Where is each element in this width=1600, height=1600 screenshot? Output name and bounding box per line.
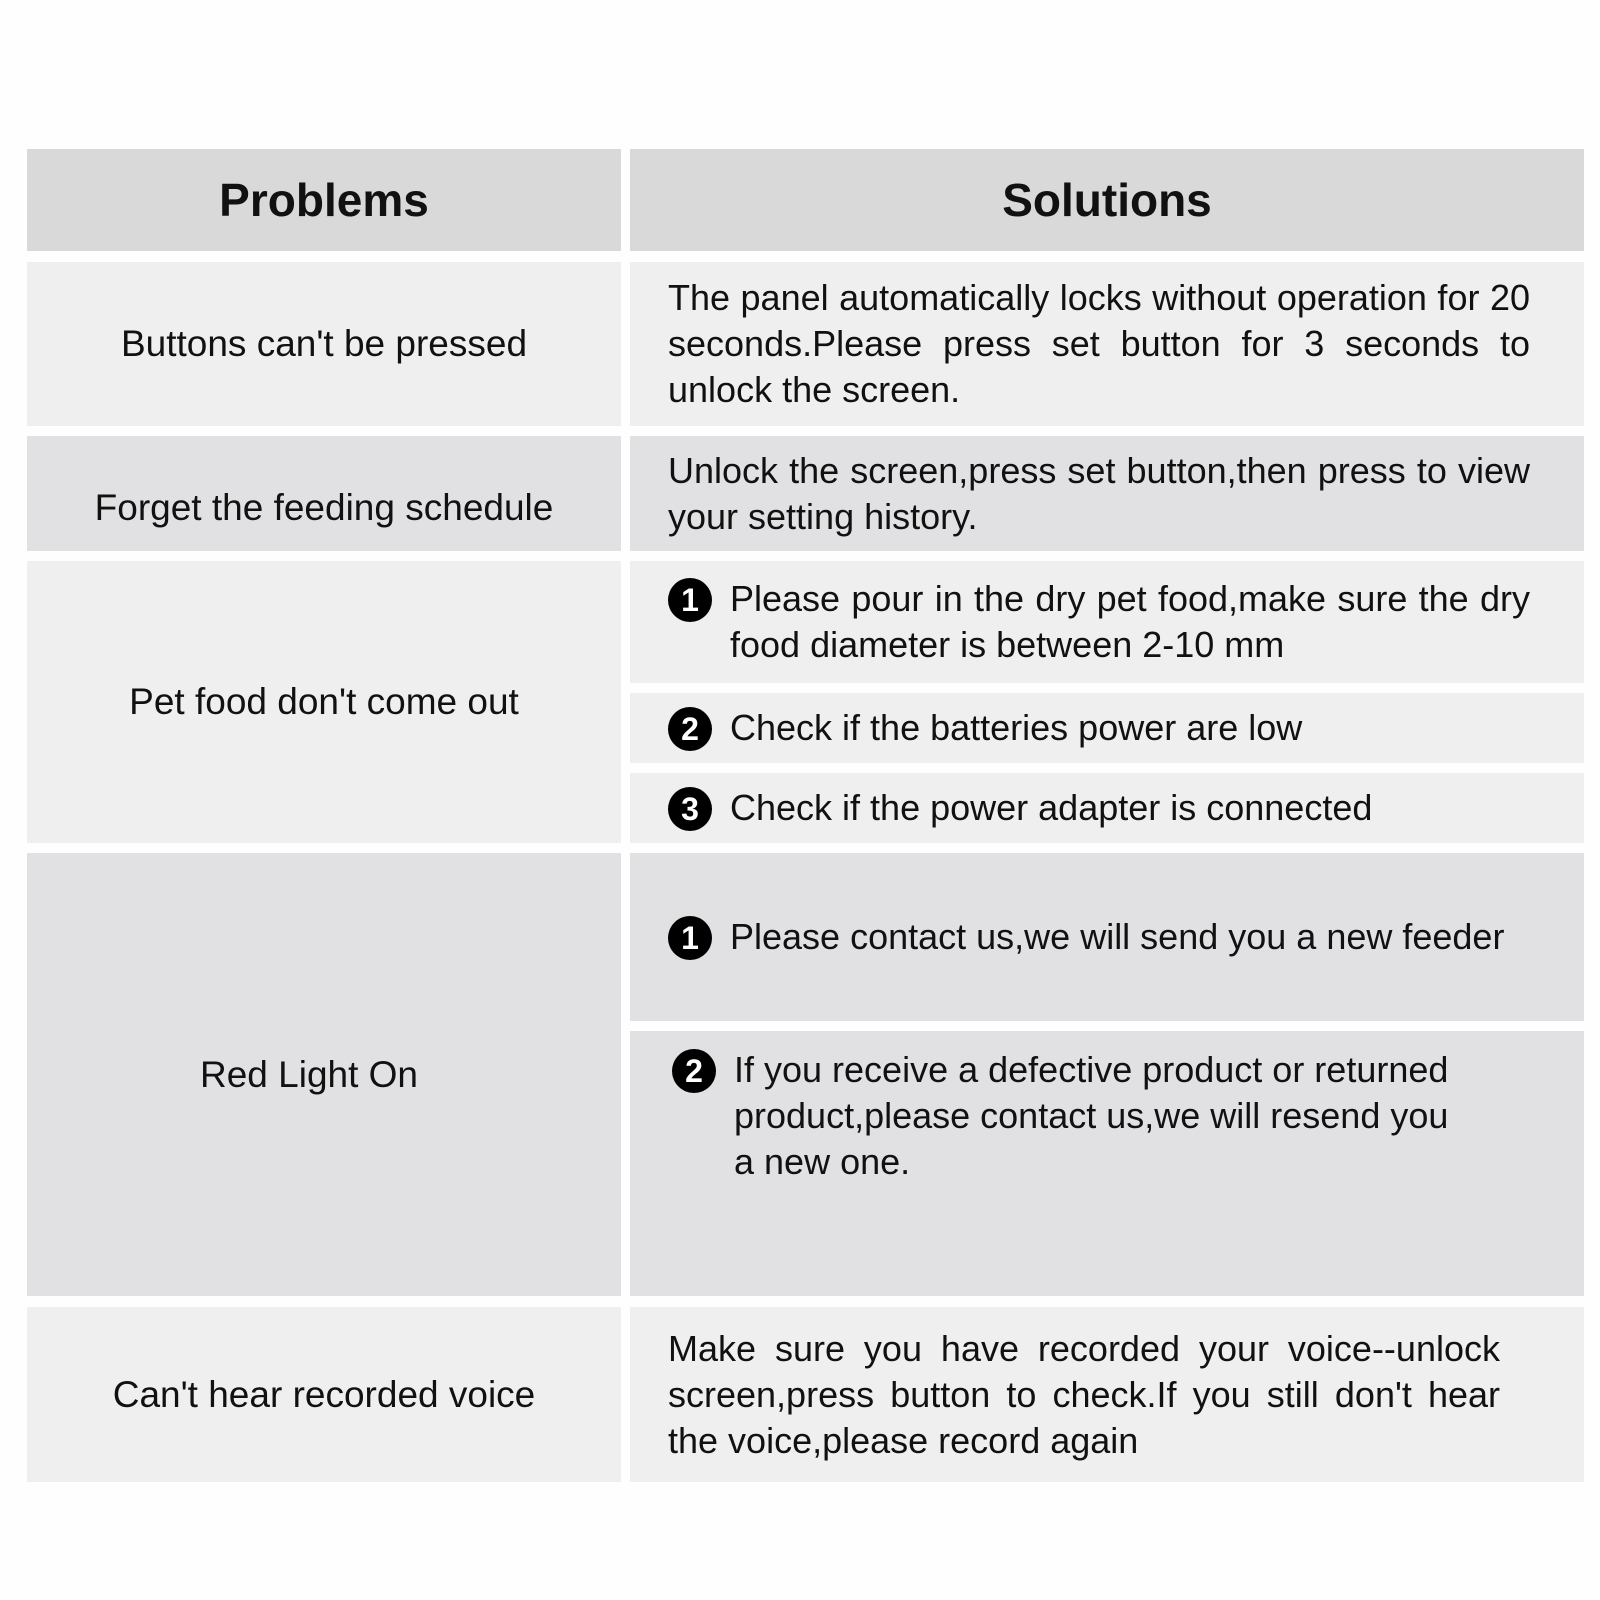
solution-step-food-2 — [630, 693, 1584, 763]
step-text: If you receive a defective product or returned product,please contact us,we will resend you a new one. — [734, 1049, 1449, 1182]
solution-step-red-1 — [630, 853, 1584, 1021]
step-text: Check if the batteries power are low — [730, 707, 1303, 748]
problems-header-cell — [27, 149, 621, 251]
solution-cell-buttons — [630, 262, 1584, 426]
solutions-header-cell — [630, 149, 1584, 251]
solution-step-red-2 — [630, 1031, 1584, 1296]
problem-text: Buttons can't be pressed — [120, 323, 528, 364]
problem-cell-food — [27, 561, 621, 843]
step-number-badge: 1 — [668, 916, 712, 960]
step-number-badge: 2 — [668, 707, 712, 751]
problem-text: Red Light On — [199, 1053, 419, 1095]
solution-text: Make sure you have recorded your voice--unlock screen,press button to check.If you still don't hear the voice,please record again — [668, 1327, 1500, 1461]
solution-text: The panel automatically locks without operation for 20 seconds.Please press set button for 3 seconds to unlock the screen. — [668, 277, 1530, 410]
step-text: Please contact us,we will send you a new feeder — [730, 916, 1505, 957]
step-number-badge: 2 — [672, 1049, 716, 1093]
solution-cell-schedule — [630, 436, 1584, 551]
problem-cell-buttons — [27, 262, 621, 426]
problem-text: Can't hear recorded voice — [112, 1373, 536, 1415]
step-text: Please pour in the dry pet food,make sure the dry food diameter is between 2-10 mm — [730, 578, 1530, 665]
problem-text: Pet food don't come out — [129, 681, 519, 722]
problem-text: Forget the feeding schedule — [94, 486, 554, 528]
step-number-badge: 3 — [668, 787, 712, 831]
solution-step-food-1 — [630, 561, 1584, 683]
solutions-header: Solutions — [1002, 174, 1212, 226]
step-number-badge: 1 — [668, 578, 712, 622]
solution-cell-voice — [630, 1307, 1584, 1482]
step-text: Check if the power adapter is connected — [730, 787, 1373, 828]
solution-step-food-3 — [630, 773, 1584, 843]
solution-text: Unlock the screen,press set button,then press to view your setting history. — [668, 449, 1530, 537]
problems-header: Problems — [219, 174, 429, 226]
problem-cell-schedule — [27, 436, 621, 551]
problem-cell-voice — [27, 1307, 621, 1482]
problem-cell-red-light — [27, 853, 621, 1296]
